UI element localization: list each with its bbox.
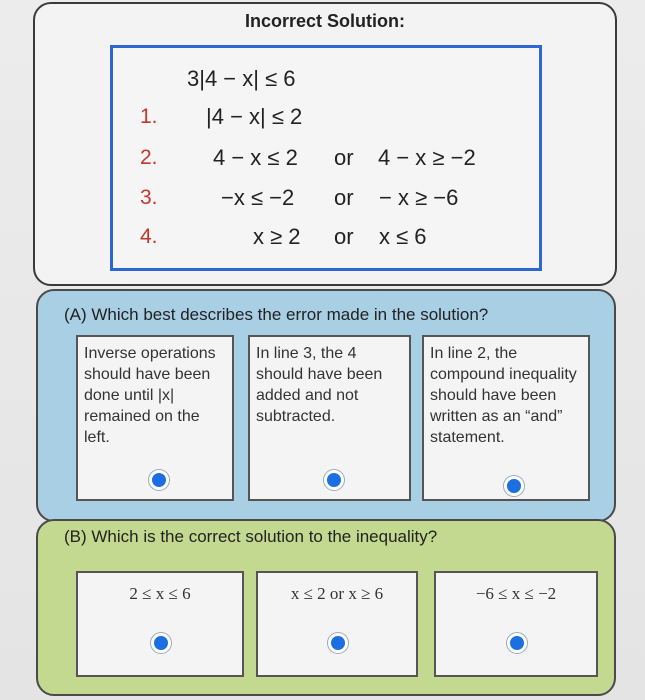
line-2-or: or bbox=[334, 145, 354, 170]
line-number-3: 3. bbox=[140, 186, 158, 209]
option-a3[interactable] bbox=[422, 335, 590, 501]
original-inequality: 3|4 − x| ≤ 6 bbox=[187, 66, 296, 91]
option-a2-text: In line 3, the 4 should have been added and not subtracted. bbox=[256, 345, 383, 425]
line-2-left: 4 − x ≤ 2 bbox=[213, 145, 298, 170]
option-b1-text: 2 ≤ x ≤ 6 bbox=[129, 584, 191, 603]
option-a2-radio[interactable] bbox=[324, 470, 344, 490]
incorrect-solution-panel bbox=[33, 2, 617, 286]
line-3-or: or bbox=[334, 185, 354, 210]
line-3-right: − x ≥ −6 bbox=[379, 185, 459, 210]
option-b3-radio[interactable] bbox=[507, 633, 527, 653]
panel-title: Incorrect Solution: bbox=[244, 11, 405, 31]
option-a1[interactable] bbox=[76, 335, 234, 501]
line-4-left: x ≥ 2 bbox=[253, 224, 301, 249]
option-a1-text: Inverse operations should have been done until |x| remained on the left. bbox=[84, 345, 216, 446]
line-4-or: or bbox=[334, 224, 354, 249]
line-3-left: −x ≤ −2 bbox=[221, 185, 295, 210]
option-a3-radio[interactable] bbox=[504, 476, 524, 496]
option-a2[interactable] bbox=[248, 335, 411, 501]
option-a3-text: In line 2, the compound inequality should have been written as an “and” statement. bbox=[430, 345, 577, 446]
option-b1-radio[interactable] bbox=[151, 633, 171, 653]
question-a-panel bbox=[36, 289, 616, 522]
option-b3-text: −6 ≤ x ≤ −2 bbox=[475, 584, 557, 603]
option-b2-radio[interactable] bbox=[328, 633, 348, 653]
question-b-text: (B) Which is the correct solution to the inequality? bbox=[64, 527, 438, 546]
question-b-panel bbox=[36, 519, 616, 696]
line-number-2: 2. bbox=[140, 146, 158, 169]
line-2-right: 4 − x ≥ −2 bbox=[378, 145, 476, 170]
option-a1-radio[interactable] bbox=[149, 470, 169, 490]
line-number-4: 4. bbox=[140, 225, 158, 248]
line-1-left: |4 − x| ≤ 2 bbox=[206, 104, 303, 129]
line-4-right: x ≤ 6 bbox=[379, 224, 427, 249]
option-b2-text: x ≤ 2 or x ≥ 6 bbox=[290, 584, 384, 603]
option-b1[interactable] bbox=[76, 571, 244, 677]
question-a-text: (A) Which best describes the error made in the solution? bbox=[64, 305, 489, 324]
solution-box bbox=[110, 45, 542, 271]
option-b2[interactable] bbox=[256, 571, 418, 677]
line-number-1: 1. bbox=[140, 105, 158, 128]
option-b3[interactable] bbox=[434, 571, 598, 677]
